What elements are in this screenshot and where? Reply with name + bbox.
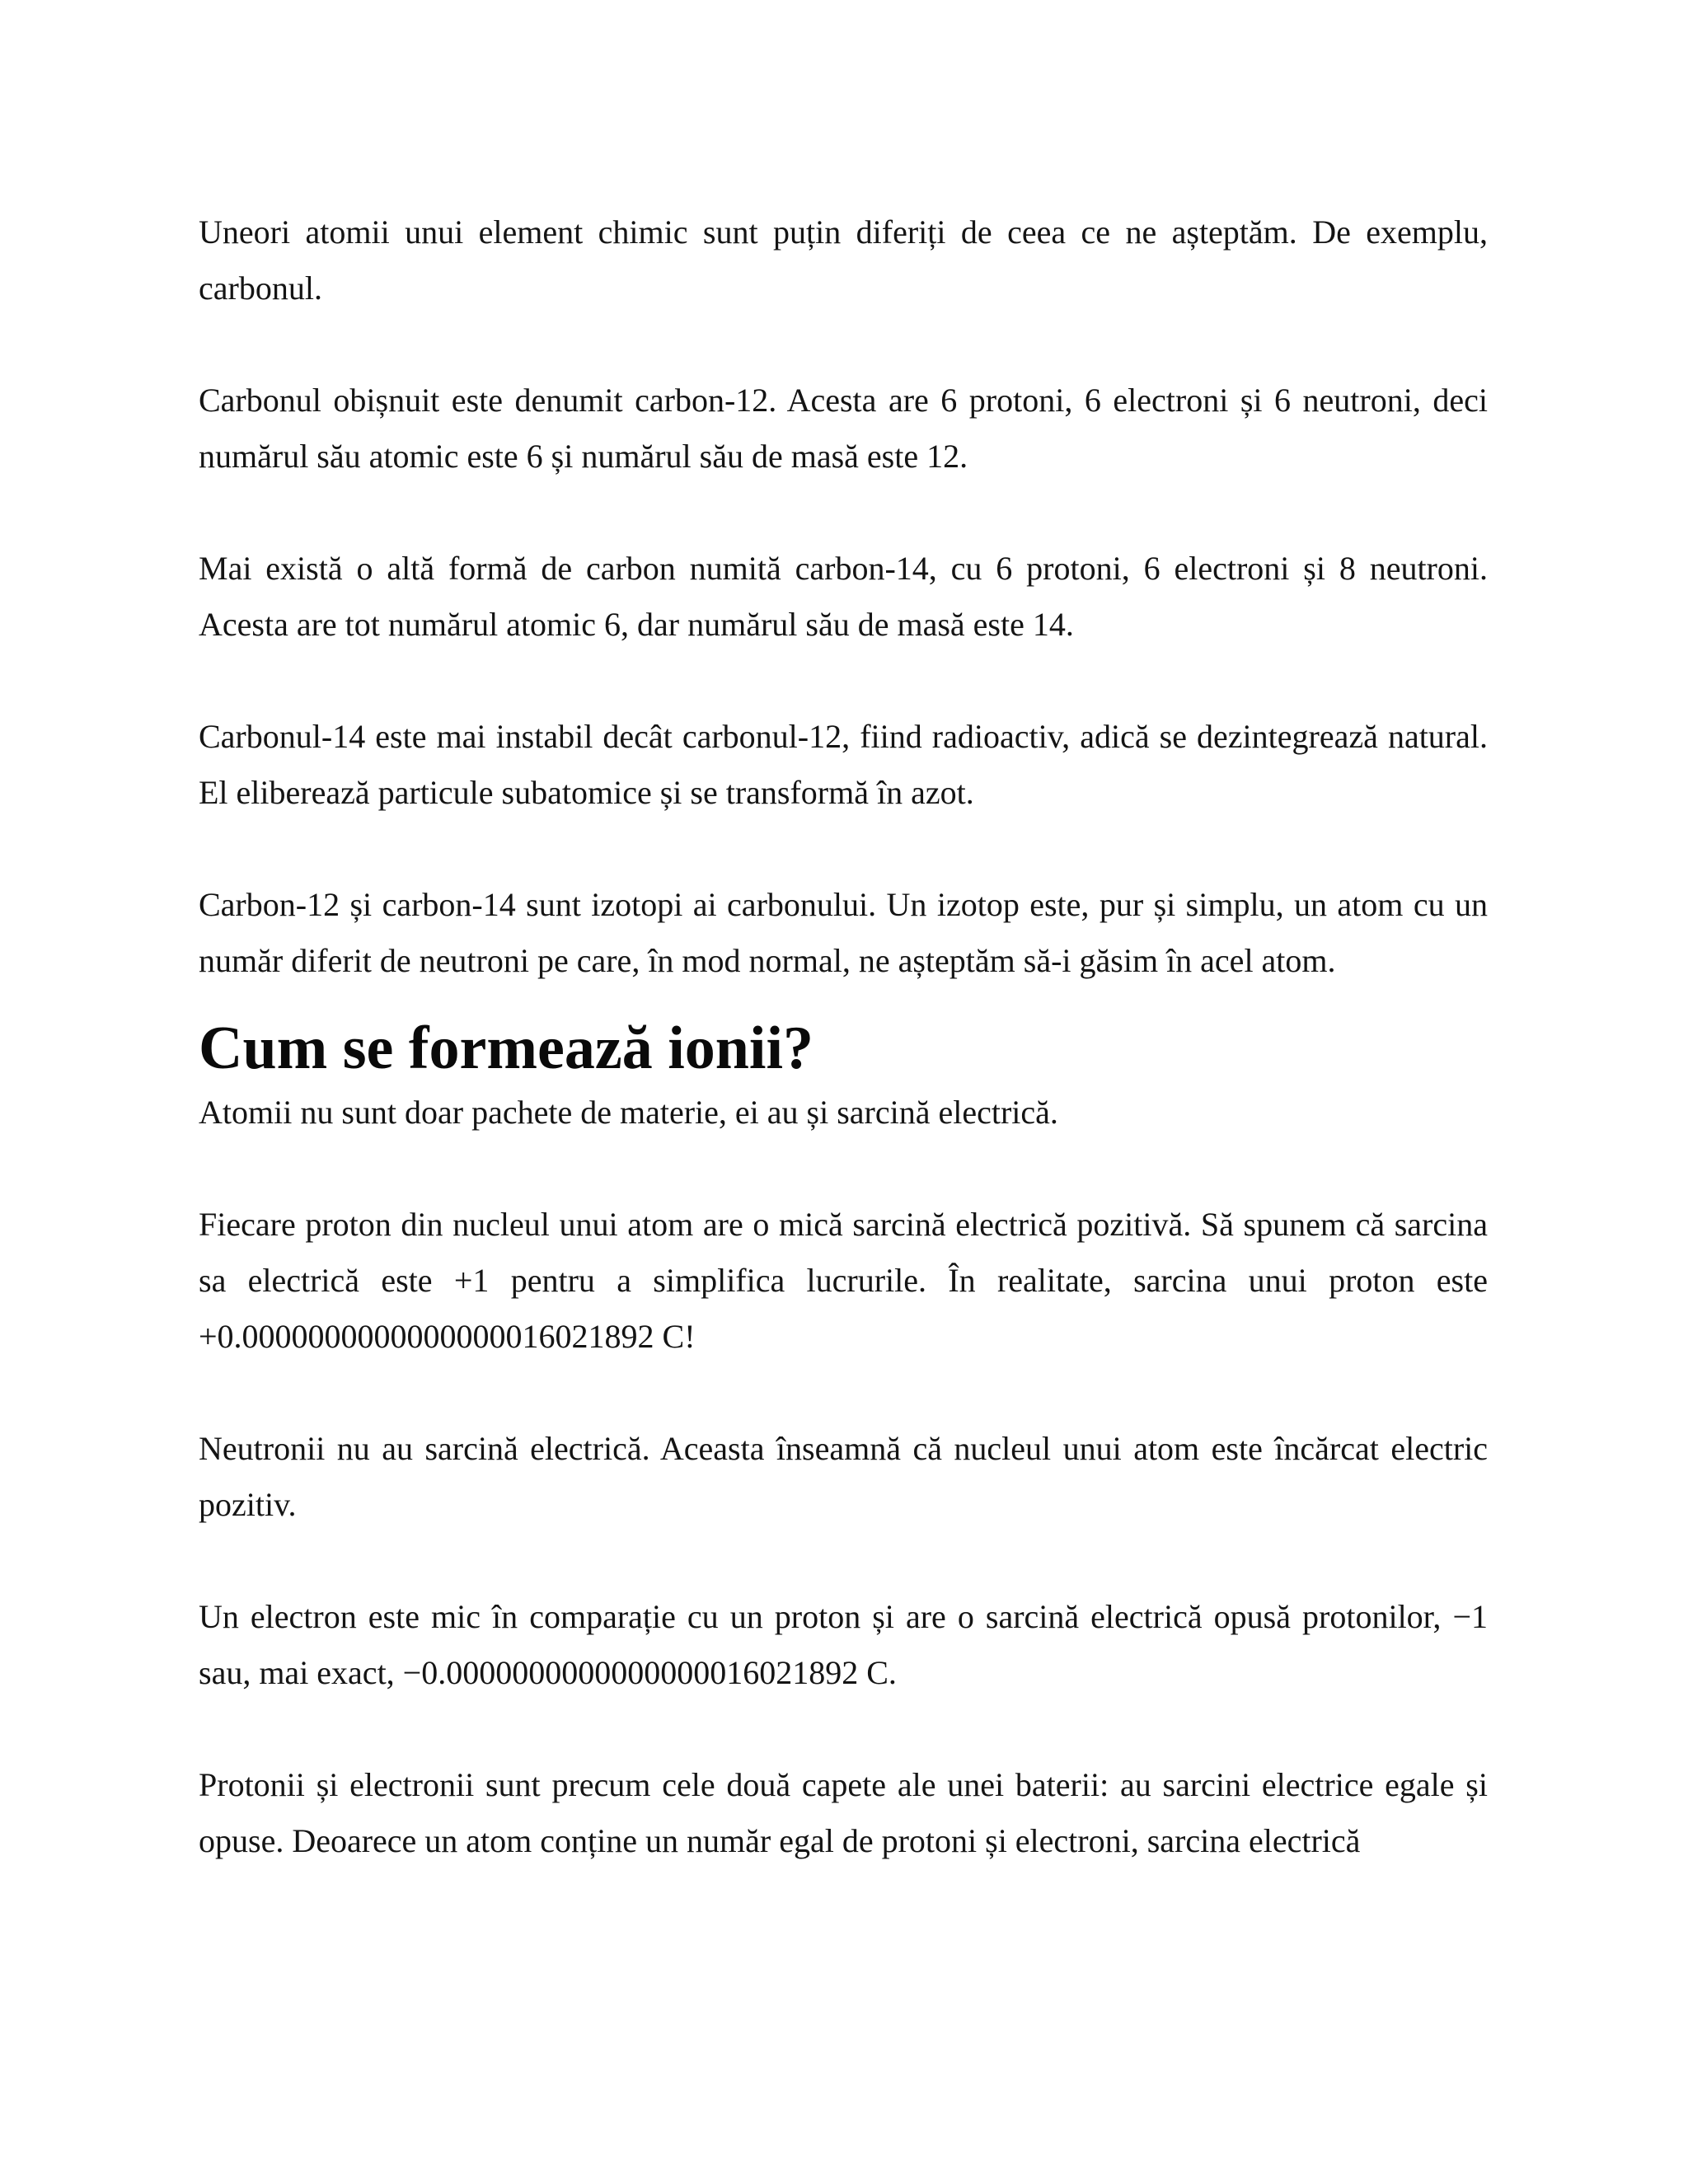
paragraph-electric-charge: Atomii nu sunt doar pachete de materie, ei au și sarcină electrică.	[199, 1094, 1058, 1131]
paragraph-battery-analogy: Protonii și electronii sunt precum cele două capete ale unei baterii: au sarcini electrice egale și opuse. Deoarece un atom conține un număr egal de protoni și electroni, sarcina electrică	[199, 1766, 1488, 1859]
paragraph-carbon-14: Mai există o altă formă de carbon numită carbon-14, cu 6 protoni, 6 electroni și 8 neutroni. Acesta are tot numărul atomic 6, dar numărul său de masă este 14.	[199, 550, 1488, 643]
paragraph-electron-charge: Un electron este mic în comparație cu un proton și are o sarcină electrică opusă protonilor, −1 sau, mai exact, −0.0000000000000000016021892 C.	[199, 1598, 1488, 1691]
paragraph-isotope-definition: Carbon-12 și carbon-14 sunt izotopi ai carbonului. Un izotop este, pur și simplu, un atom cu un număr diferit de neutroni pe care, în mod normal, ne așteptăm să-i găsim în acel atom.	[199, 886, 1488, 979]
paragraph-isotopes-intro: Uneori atomii unui element chimic sunt puțin diferiți de ceea ce ne așteptăm. De exemplu, carbonul.	[199, 213, 1488, 307]
document-page	[199, 204, 1488, 1869]
paragraph-carbon-12: Carbonul obișnuit este denumit carbon-12. Acesta are 6 protoni, 6 electroni și 6 neutroni, deci numărul său atomic este 6 și numărul său de masă este 12.	[199, 382, 1488, 475]
section-heading: Cum se formează ionii?	[199, 1015, 814, 1082]
paragraph-radioactive: Carbonul-14 este mai instabil decât carbonul-12, fiind radioactiv, adică se dezintegrează natural. El eliberează particule subatomice și se transformă în azot.	[199, 718, 1488, 811]
paragraph-neutrons: Neutronii nu au sarcină electrică. Aceasta înseamnă că nucleul unui atom este încărcat electric pozitiv.	[199, 1430, 1488, 1523]
paragraph-proton-charge: Fiecare proton din nucleul unui atom are o mică sarcină electrică pozitivă. Să spunem că sarcina sa electrică este +1 pentru a simplifica lucrurile. În realitate, sarcina unui proton este +0.0000000000000000016021892 C!	[199, 1206, 1488, 1355]
